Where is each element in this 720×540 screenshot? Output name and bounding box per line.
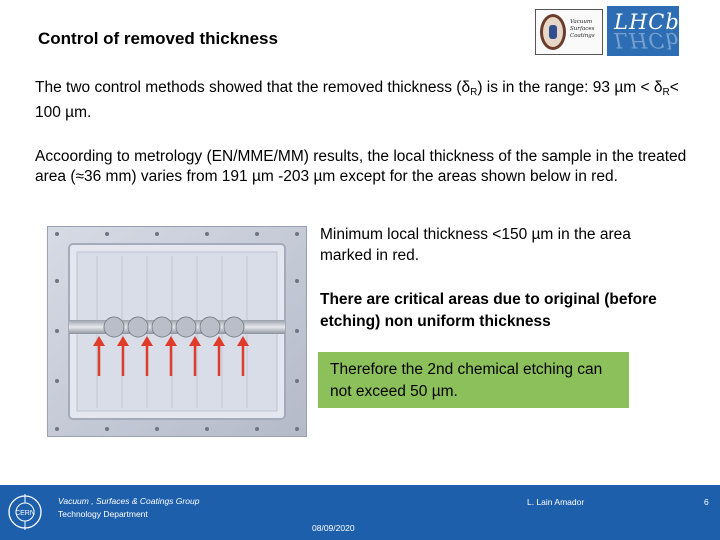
removed-thickness-paragraph: The two control methods showed that the removed thickness $(\delta_R)$ is in the range: 93 $\mu m < \delta_R< 100$ µm.: [35, 79, 679, 121]
vacuum-chamber-icon: [540, 14, 566, 50]
footer-date: 08/09/2020: [312, 523, 355, 533]
vsc-logo-text: Vacuum Surfaces Coatings: [570, 19, 595, 39]
footer-author: L. Lain Amador: [527, 497, 585, 507]
cern-logo: [6, 492, 44, 532]
group-name: Vacuum , Surfaces & Coatings Group: [58, 496, 200, 506]
group-info: [58, 495, 199, 521]
lhcb-logo: [607, 6, 679, 56]
critical-areas-note: There are critical areas due to original (before etching) non uniform thickness: [320, 291, 657, 330]
department-name: Technology Department: [58, 509, 148, 519]
vsc-group-logo: [535, 9, 603, 55]
lhcb-logo-reflection: LHCb: [614, 28, 680, 52]
page-number: 6: [704, 497, 709, 507]
footer-bar: [0, 485, 720, 540]
slide-title: Control of removed thickness: [38, 29, 278, 48]
minimum-thickness-note: Minimum local thickness <150 µm in the area marked in red.: [320, 226, 631, 264]
metrology-paragraph: Accoording to metrology (EN/MME/MM) results, the local thickness of the sample in the treated area (≈36 mm) varies from 191 µm -203 µm except for the areas shown below in red.: [35, 148, 687, 185]
sample-photo: [47, 226, 307, 437]
conclusion-box: Therefore the 2nd chemical etching can not exceed 50 µm.: [318, 352, 629, 408]
lhcb-logo-text: LHCb: [614, 10, 680, 34]
svg-text:CERN: CERN: [15, 510, 35, 517]
